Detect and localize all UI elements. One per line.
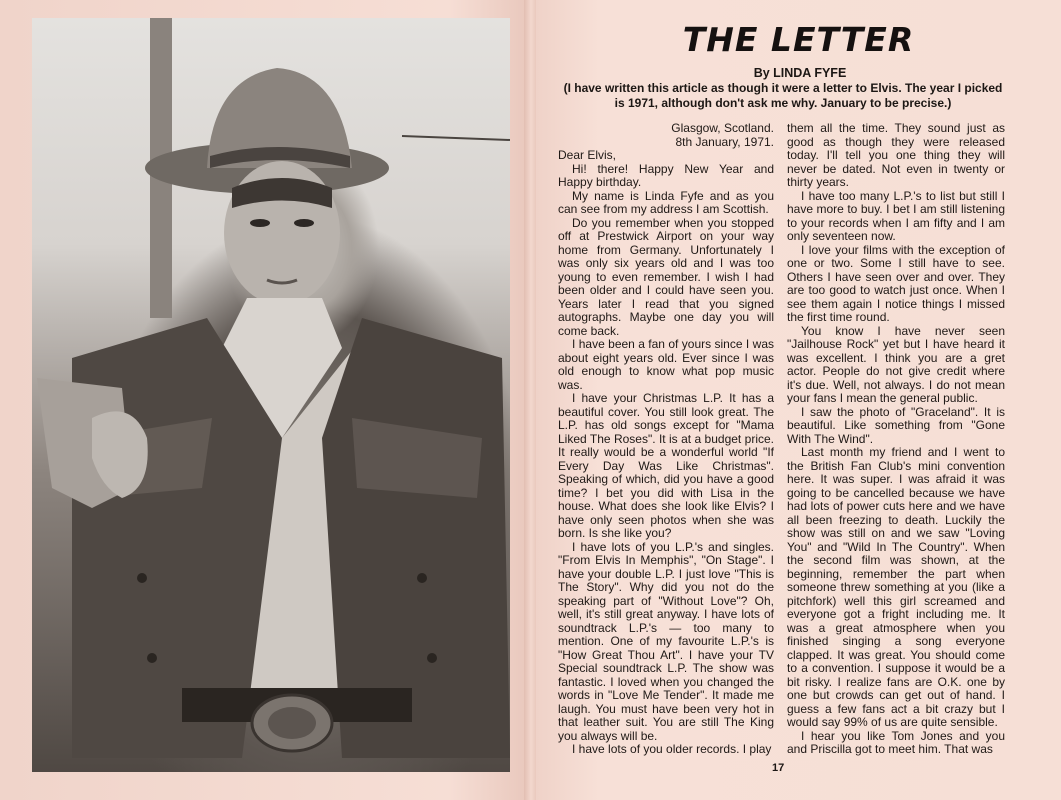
paragraph: Last month my friend and I went to the British Fan Club's mini convention here. It was super. I was afraid it was going to be cancelled because we have had lots of power cuts here and we have all been freezing to death. Luckily the show was still on and we saw "Loving You" and "Wild In The Country". When the second film was shown, at the beginning, remember the part when someone threw something at you (like a pitchfork) well this girl screamed and everyone got a fright including me. It was a great atmosphere when you finished singing a song everyone clapped. It was great. You should come to a convention. I suppose it would be a bit risky. I realize fans are O.K. one by one but crowds can get out of hand. I guess a few fans act a bit crazy but I would say 99% of us are quite sensible.: [787, 445, 1005, 729]
paragraph: My name is Linda Fyfe and as you can see from my address I am Scottish.: [558, 188, 774, 216]
paragraph: I saw the photo of "Graceland". It is beautiful. Like something from "Gone With The Wind".: [787, 404, 1005, 446]
salutation: Dear Elvis,: [558, 148, 617, 162]
paragraph: I have your Christmas L.P. It has a beautiful cover. You still look great. The L.P. has old songs except for "Mama Liked The Roses". It is at a budget price. It really would be a wonderful world "If Every Day Was Like Christmas". Speaking of which, did you have a good time? I bet you did with Lisa in the house. What does she look like Elvis? I have only seen photos when she was born. Is she like you?: [558, 391, 774, 540]
photo-man-in-cowboy-hat: [32, 18, 510, 772]
paragraph: I have been a fan of yours since I was about eight years old. Ever since I was old enough to know what pop music was.: [558, 337, 774, 392]
paragraph: I have lots of you L.P.'s and singles. "From Elvis In Memphis", "On Stage". I have your double L.P. I just love "This is The Story". Why did you not do the speaking part of "Without Love"? Oh, well, it's still great anyway. I have lots of soundtrack L.P.'s — too many to mention. One of my favourite L.P.'s is "How Great Thou Art". I have your TV Special soundtrack L.P. The show was fantastic. I loved when you changed the words in "Love Me Tender". It made me laugh. You must have been very hot in that leather suit. You are still The King you always will be.: [558, 539, 774, 743]
article-byline: By LINDA FYFE: [753, 66, 847, 80]
article-header: [536, 20, 1061, 59]
paragraph: them all the time. They sound just as good as though they were released today. I'll tell you one thing they will never be dated. Not even in twenty or thirty years.: [787, 121, 1005, 189]
paragraph: You know I have never seen "Jailhouse Rock" yet but I have heard it was excellent. I think you are a gret actor. People do not give credit where it's due. Well, not always. I do not mean your fans I mean the general public.: [787, 323, 1005, 405]
photo-illustration: [32, 18, 510, 772]
paragraph: I hear you like Tom Jones and you and Priscilla got to meet him. That was: [787, 728, 1005, 756]
paragraph: Do you remember when you stopped off at Prestwick Airport on your way home from Germany. Unfortunately I was only six years old and I was too young to even remember. I wish I had been older and I could have seen you. Years later I read that you signed autographs. Maybe one day you will come back.: [558, 215, 774, 338]
paragraph: Hi! there! Happy New Year and Happy birthday.: [558, 161, 774, 189]
paragraph: I have too many L.P.'s to list but still I have more to buy. I bet I am still listening to your records when I am fifty and I am only seventeen now.: [787, 188, 1005, 243]
paragraph: I love your films with the exception of one or two. Some I still have to see. Others I have seen over and over. They are too good to watch just once. When I see them again I notice things I missed the first time round.: [787, 242, 1005, 324]
article-title: THE LETTER: [682, 20, 915, 59]
paragraph: I have lots of you older records. I play: [572, 742, 772, 756]
left-page: [0, 0, 528, 800]
date-line: 8th January, 1971.: [675, 134, 774, 149]
text-column-1: [558, 122, 774, 757]
address-line: Glasgow, Scotland.: [671, 121, 774, 135]
page-number: 17: [772, 762, 785, 774]
article-intro: (I have written this article as though it were a letter to Elvis. The year I picked is 1971, although don't ask me why. January to be precise.): [563, 81, 1003, 110]
text-column-2: [787, 122, 1005, 757]
